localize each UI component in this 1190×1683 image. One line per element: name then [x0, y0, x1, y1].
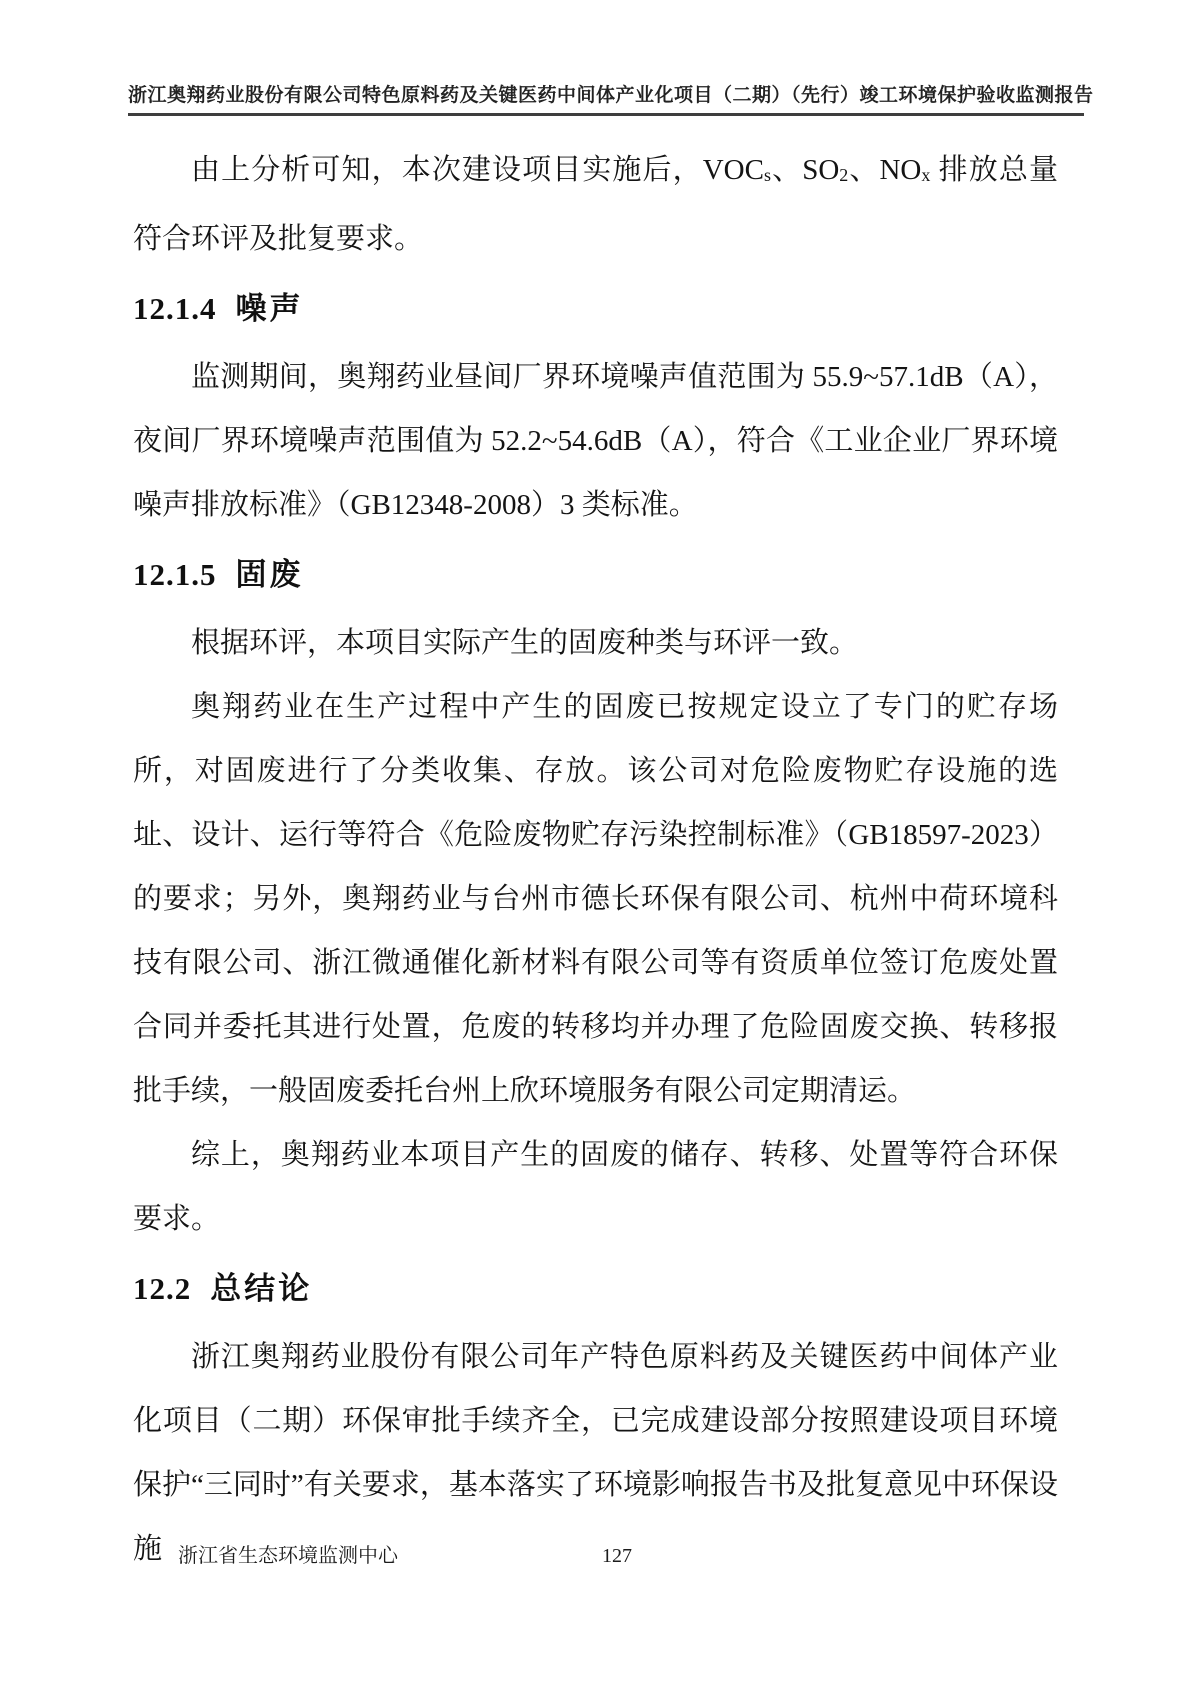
paragraph-text: 根据环评，本项目实际产生的固废种类与环评一致。: [191, 627, 859, 660]
subscript-text: 2: [839, 165, 849, 186]
page-number: 127: [602, 1545, 632, 1567]
paragraph-text: 由上分析可知，本次建设项目实施后，VOC: [191, 154, 764, 186]
paragraph-text: 监测期间，奥翔药业昼间厂界环境噪声值范围为 55.9~57.1dB（A），夜间厂界环境噪声范围值为 52.2~54.6dB（A），符合《工业企业厂界环境噪声排放标准》（GB12348-2008）3 类标准。: [133, 361, 1058, 522]
section-heading-12.2: [133, 1257, 1058, 1321]
heading-number: 12.2: [133, 1271, 192, 1307]
header-title: 浙江奥翔药业股份有限公司特色原料药及关键医药中间体产业化项目（二期）（先行）竣工环境保护验收监测报告: [128, 85, 1094, 106]
paragraph-text: 排放总量符合环评及批复要求。: [133, 154, 1058, 256]
subscript-text: s: [763, 165, 771, 186]
subscript-text: x: [921, 165, 931, 186]
section-heading-12.1.4: [133, 277, 1058, 341]
paragraph: [133, 1123, 1058, 1251]
paragraph-text: 浙江奥翔药业股份有限公司年产特色原料药及关键医药中间体产业化项目（二期）环保审批手续齐全，已完成建设部分按照建设项目环境保护“三同时”有关要求，基本落实了环境影响报告书及批复意见中环保设施: [133, 1341, 1058, 1566]
heading-title: 噪声: [235, 291, 304, 327]
heading-title: 总结论: [210, 1271, 313, 1307]
paragraph: [133, 675, 1058, 1123]
page-header: [128, 84, 1094, 116]
paragraph-text: 、NO: [848, 154, 922, 186]
paragraph-text: 、SO: [770, 154, 840, 186]
heading-title: 固废: [235, 557, 304, 593]
heading-number: 12.1.5: [133, 557, 217, 593]
section-heading-12.1.5: [133, 543, 1058, 607]
paragraph-text: 奥翔药业在生产过程中产生的固废已按规定设立了专门的贮存场所，对固废进行了分类收集、存放。该公司对危险废物贮存设施的选址、设计、运行等符合《危险废物贮存污染控制标准》（GB18597-2023）的要求；另外，奥翔药业与台州市德长环保有限公司、杭州中荷环境科技有限公司、浙江微通催化新材料有限公司等有资质单位签订危废处置合同并委托其进行处置，危废的转移均并办理了危险固废交换、转移报批手续，一般固废委托台州上欣环境服务有限公司定期清运。: [133, 691, 1058, 1108]
paragraph-text: 综上，奥翔药业本项目产生的固废的储存、转移、处置等符合环保要求。: [133, 1139, 1058, 1236]
document-body: [133, 138, 1058, 1581]
footer-organization: 浙江省生态环境监测中心: [178, 1545, 398, 1567]
heading-number: 12.1.4: [133, 291, 217, 327]
paragraph: [133, 138, 1058, 271]
paragraph: [133, 345, 1058, 537]
page-footer: [0, 1543, 1190, 1573]
paragraph: [133, 611, 1058, 675]
